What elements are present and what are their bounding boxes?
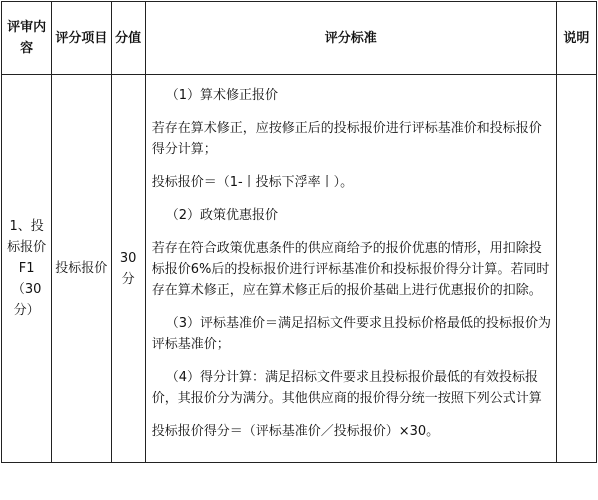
score-value-cell: 30分 xyxy=(111,75,145,463)
standard-line-2: 若存在算术修正，应按修正后的投标报价进行评标基准价和投标报价得分计算； xyxy=(151,121,542,157)
table-row xyxy=(2,75,597,463)
scoring-item-cell: 投标报价 xyxy=(52,75,111,463)
scoring-standard-cell xyxy=(145,75,556,463)
header-row xyxy=(2,2,597,75)
standard-line-5: 若存在符合政策优惠条件的供应商给予的报价优惠的情形，用扣除投标报价6%后的投标报价进行评标基准价和投标报价得分计算。若同时存在算术修正，应在算术修正后的报价基础上进行优惠报价的扣除。 xyxy=(151,241,550,298)
explanation-cell xyxy=(556,75,596,463)
standard-line-6: （3）评标基准价＝满足招标文件要求且投标价格最低的投标报价为评标基准价； xyxy=(151,316,551,352)
header-score-value: 分值 xyxy=(111,2,145,75)
header-explanation: 说明 xyxy=(556,2,596,75)
scoring-table xyxy=(1,1,597,463)
standard-line-4: （2）政策优惠报价 xyxy=(165,208,278,223)
standard-line-8: 投标报价得分＝（评标基准价／投标报价）×30。 xyxy=(151,424,440,439)
header-scoring-item: 评分项目 xyxy=(52,2,111,75)
standard-line-3: 投标报价＝（1-丨投标下浮率丨）。 xyxy=(151,175,354,190)
header-review-content: 评审内容 xyxy=(2,2,52,75)
standard-line-7: （4）得分计算：满足招标文件要求且投标报价最低的有效投标报价，其报价分为满分。其他供应商的报价得分统一按照下列公式计算 xyxy=(151,370,542,406)
standard-line-1: （1）算术修正报价 xyxy=(165,88,278,103)
header-scoring-standard: 评分标准 xyxy=(145,2,556,75)
review-content-cell: 1、投标报价F1（30分） xyxy=(2,75,52,463)
